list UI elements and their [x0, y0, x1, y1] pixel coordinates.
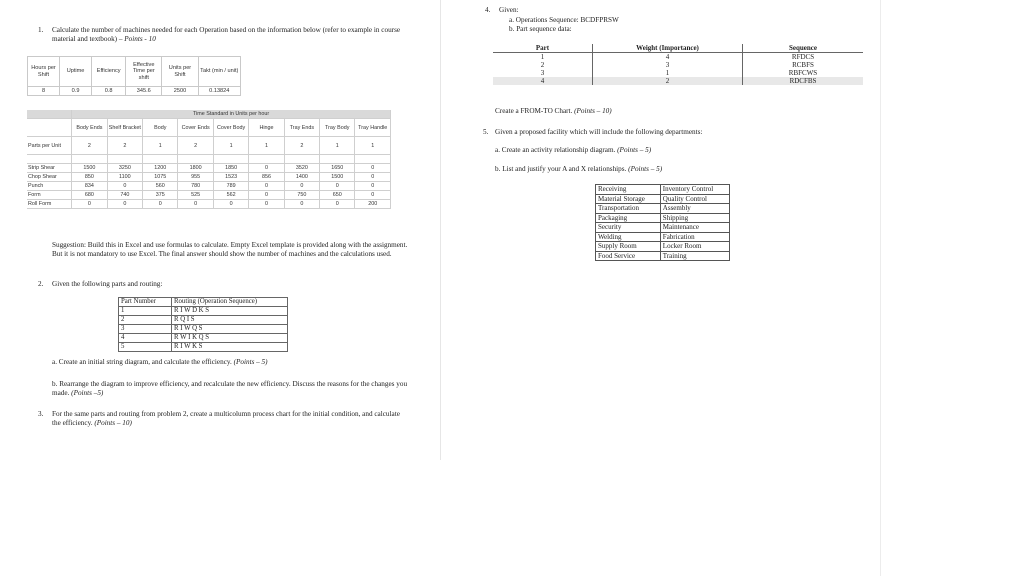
row-label: Chop Shear — [27, 173, 72, 182]
pt-hdr-part: Part — [493, 44, 593, 53]
hdr-efficiency: Efficiency — [92, 57, 126, 87]
ppu-cell: 1 — [213, 137, 248, 155]
cell: 834 — [72, 182, 107, 191]
cell: 1100 — [107, 173, 143, 182]
pt-part: 3 — [540, 69, 545, 77]
routing-table — [118, 297, 288, 352]
q3-points: (Points – 10) — [94, 419, 132, 427]
cell: 0 — [213, 200, 248, 209]
hdr-effective: Effective Time per shift — [126, 57, 162, 87]
cell: 562 — [213, 191, 248, 200]
pt-weight: 2 — [593, 77, 743, 85]
cell: 1400 — [284, 173, 319, 182]
val-units: 2500 — [162, 87, 198, 96]
table-row — [596, 242, 730, 252]
table-row — [27, 164, 391, 173]
col-cover-body: Cover Body — [213, 119, 248, 137]
pt-part: 2 — [540, 61, 545, 69]
table-row — [493, 61, 863, 69]
hdr-takt: Takt (min / unit) — [198, 57, 240, 87]
ppu-cell: 1 — [320, 137, 355, 155]
cell: 3250 — [107, 164, 143, 173]
ppu-cell: 2 — [284, 137, 319, 155]
hdr-hours: Hours per Shift — [28, 57, 60, 87]
ppu-cell: 1 — [143, 137, 178, 155]
table-row — [596, 204, 730, 214]
q3-text — [52, 410, 408, 428]
table-row — [119, 334, 288, 343]
cell: 0 — [143, 200, 178, 209]
q2-number: 2. — [38, 280, 44, 288]
dept-cell: Supply Room — [596, 242, 661, 252]
q1-body: Calculate the number of machines needed for each Operation based on the information below (refer to example in course material and textbook) – — [52, 26, 401, 43]
q2b-points: (Points –5) — [71, 389, 104, 397]
route: R I W D K S — [172, 307, 288, 316]
dept-cell: Training — [660, 251, 729, 261]
q2-text: Given the following parts and routing: — [52, 280, 163, 288]
cell: 0 — [107, 200, 143, 209]
table-row — [596, 213, 730, 223]
cell: 3520 — [284, 164, 319, 173]
cell: 780 — [178, 182, 213, 191]
col-shelf-bracket: Shelf Bracket — [107, 119, 143, 137]
routing-hdr-route: Routing (Operation Sequence) — [172, 298, 288, 307]
cell: 0 — [249, 164, 284, 173]
table-row — [596, 194, 730, 204]
dept-cell: Food Service — [596, 251, 661, 261]
row-label: Roll Form — [27, 200, 72, 209]
col-body-ends: Body Ends — [72, 119, 107, 137]
part-number: 1 — [119, 307, 172, 316]
cell: 750 — [284, 191, 319, 200]
row-label: Punch — [27, 182, 72, 191]
table-row — [596, 251, 730, 261]
cell: 560 — [143, 182, 178, 191]
cell: 1800 — [178, 164, 213, 173]
q4a-text: a. Operations Sequence: BCDFPRSW — [509, 16, 619, 24]
parts-per-unit-label: Parts per Unit — [27, 137, 72, 155]
ppu-cell: 2 — [72, 137, 107, 155]
table-row — [119, 343, 288, 352]
q3-body: For the same parts and routing from problem 2, create a multicolumn process chart for the initial condition, and calculate the efficiency. — [52, 410, 400, 427]
table-row — [596, 223, 730, 233]
q2a-body: a. Create an initial string diagram, and calculate the efficiency. — [52, 358, 232, 366]
route: R W I K Q S — [172, 334, 288, 343]
ppu-cell: 2 — [107, 137, 143, 155]
val-effective: 345.6 — [126, 87, 162, 96]
col-tray-handle: Tray Handle — [355, 119, 391, 137]
dept-cell: Fabrication — [660, 232, 729, 242]
q1-number: 1. — [38, 26, 44, 34]
ppu-cell: 1 — [355, 137, 391, 155]
cell: 1650 — [320, 164, 355, 173]
val-uptime: 0.9 — [60, 87, 92, 96]
q5b-points: (Points – 5) — [628, 165, 663, 173]
departments-table — [595, 184, 730, 261]
fromto-text — [495, 107, 612, 116]
dept-cell: Shipping — [660, 213, 729, 223]
q5-text: Given a proposed facility which will include the following departments: — [495, 128, 703, 136]
suggestion-text: Suggestion: Build this in Excel and use formulas to calculate. Empty Excel template is provided along with the assignment. But it is not mandatory to use Excel. The final answer should show the number of machines and the calculations used. — [52, 241, 408, 258]
cell: 1500 — [72, 164, 107, 173]
cell: 1075 — [143, 173, 178, 182]
part-number: 3 — [119, 325, 172, 334]
cell: 850 — [72, 173, 107, 182]
row-label: Strip Shear — [27, 164, 72, 173]
part-number: 2 — [119, 316, 172, 325]
fromto-body: Create a FROM-TO Chart. — [495, 107, 573, 115]
table-row — [119, 325, 288, 334]
pt-seq: RFDCS — [743, 53, 864, 62]
q4-text: Given: — [499, 6, 519, 14]
cell: 0 — [355, 191, 391, 200]
hdr-units: Units per Shift — [162, 57, 198, 87]
val-hours: 8 — [28, 87, 60, 96]
pt-seq: RCBFS — [743, 61, 864, 69]
row-label: Form — [27, 191, 72, 200]
val-takt: 0.13824 — [198, 87, 240, 96]
q1-text — [52, 26, 412, 44]
table-row — [27, 191, 391, 200]
table-row — [27, 173, 391, 182]
cell: 1850 — [213, 164, 248, 173]
cell: 0 — [320, 182, 355, 191]
pt-seq: RBFCWS — [743, 69, 864, 77]
q2a-text — [52, 358, 412, 367]
cell: 525 — [178, 191, 213, 200]
hdr-uptime: Uptime — [60, 57, 92, 87]
cell: 955 — [178, 173, 213, 182]
table-row — [27, 200, 391, 209]
cell: 680 — [72, 191, 107, 200]
pt-hdr-sequence: Sequence — [743, 44, 864, 53]
dept-cell: Receiving — [596, 185, 661, 195]
col-hinge: Hinge — [249, 119, 284, 137]
q5a-body: a. Create an activity relationship diagram. — [495, 146, 616, 154]
cell: 856 — [249, 173, 284, 182]
cell: 1500 — [320, 173, 355, 182]
cell: 375 — [143, 191, 178, 200]
cell: 0 — [249, 200, 284, 209]
cell: 650 — [320, 191, 355, 200]
q4b-text: b. Part sequence data: — [509, 25, 572, 33]
pt-part: 1 — [540, 53, 545, 61]
part-number: 4 — [119, 334, 172, 343]
time-standard-table — [27, 110, 391, 209]
cell: 200 — [355, 200, 391, 209]
dept-cell: Maintenance — [660, 223, 729, 233]
dept-cell: Assembly — [660, 204, 729, 214]
pt-hdr-weight: Weight (Importance) — [593, 44, 743, 53]
hours-table — [27, 56, 241, 96]
pt-part: 4 — [493, 77, 593, 85]
table-row — [27, 182, 391, 191]
routing-hdr-part: Part Number — [119, 298, 172, 307]
q2b-body: b. Rearrange the diagram to improve efficiency, and recalculate the new efficiency. Discuss the reasons for the changes you made. — [52, 380, 408, 397]
pt-weight: 1 — [593, 69, 743, 77]
q2b-text — [52, 380, 412, 398]
q5a-text — [495, 146, 651, 155]
cell: 789 — [213, 182, 248, 191]
dept-cell: Inventory Control — [660, 185, 729, 195]
time-table-title: Time Standard in Units per hour — [72, 110, 391, 119]
col-tray-ends: Tray Ends — [284, 119, 319, 137]
part-number: 5 — [119, 343, 172, 352]
route: R I W K S — [172, 343, 288, 352]
cell: 0 — [107, 182, 143, 191]
val-efficiency: 0.8 — [92, 87, 126, 96]
q1-points: Points - 10 — [124, 35, 156, 43]
q4-number: 4. — [485, 6, 491, 14]
cell: 1523 — [213, 173, 248, 182]
ppu-cell: 2 — [178, 137, 213, 155]
cell: 0 — [320, 200, 355, 209]
cell: 0 — [249, 191, 284, 200]
right-page — [440, 0, 881, 460]
dept-cell: Locker Room — [660, 242, 729, 252]
q2a-points: (Points – 5) — [233, 358, 268, 366]
route: R Q I S — [172, 316, 288, 325]
dept-cell: Packaging — [596, 213, 661, 223]
table-row — [119, 316, 288, 325]
table-row — [596, 232, 730, 242]
col-body: Body — [143, 119, 178, 137]
dept-cell: Transportation — [596, 204, 661, 214]
col-cover-ends: Cover Ends — [178, 119, 213, 137]
pt-weight: 4 — [593, 53, 743, 62]
table-row — [119, 307, 288, 316]
fromto-points: (Points – 10) — [574, 107, 612, 115]
left-page — [0, 0, 440, 460]
table-row — [493, 53, 863, 62]
pt-seq: RDCFBS — [743, 77, 864, 85]
cell: 0 — [178, 200, 213, 209]
dept-cell: Welding — [596, 232, 661, 242]
q3-number: 3. — [38, 410, 44, 418]
col-tray-body: Tray Body — [320, 119, 355, 137]
table-row — [493, 77, 863, 85]
cell: 0 — [355, 164, 391, 173]
cell: 0 — [284, 200, 319, 209]
cell: 0 — [249, 182, 284, 191]
q5b-body: b. List and justify your A and X relationships. — [495, 165, 627, 173]
pt-weight: 3 — [593, 61, 743, 69]
cell: 0 — [355, 173, 391, 182]
q5a-points: (Points – 5) — [617, 146, 652, 154]
dept-cell: Security — [596, 223, 661, 233]
empty-margin — [880, 0, 1024, 576]
cell: 0 — [284, 182, 319, 191]
route: R I W Q S — [172, 325, 288, 334]
dept-cell: Quality Control — [660, 194, 729, 204]
table-row — [493, 69, 863, 77]
cell: 0 — [72, 200, 107, 209]
q5-number: 5. — [483, 128, 489, 136]
table-row — [596, 185, 730, 195]
ppu-cell: 1 — [249, 137, 284, 155]
part-sequence-table — [493, 44, 863, 85]
dept-cell: Material Storage — [596, 194, 661, 204]
cell: 0 — [355, 182, 391, 191]
cell: 1200 — [143, 164, 178, 173]
q5b-text — [495, 165, 662, 174]
cell: 740 — [107, 191, 143, 200]
